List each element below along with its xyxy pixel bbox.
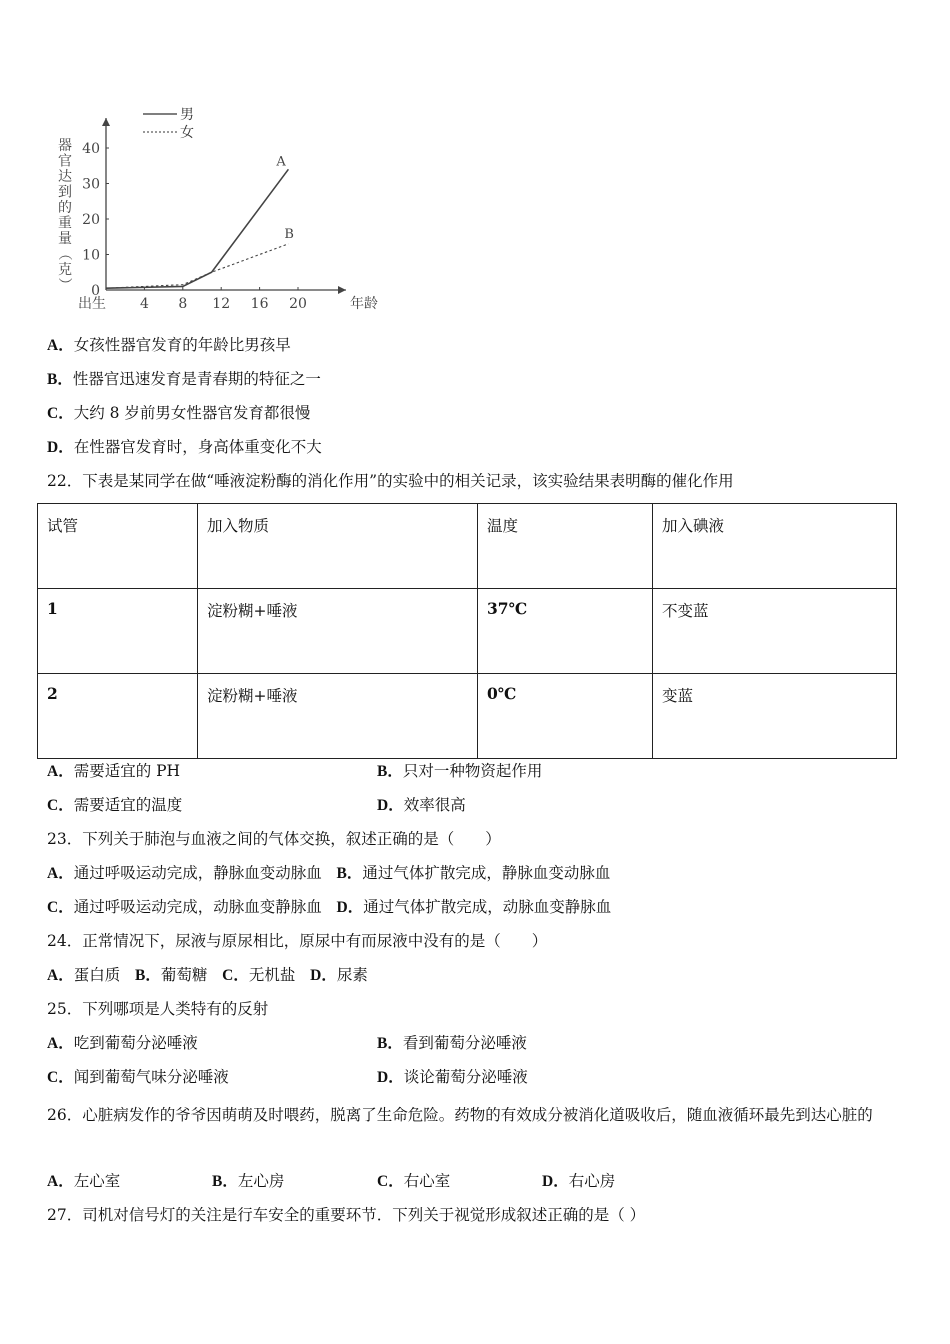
- option-text: 需要适宜的 PH: [73, 762, 181, 780]
- q21-option-c[interactable]: [47, 402, 310, 425]
- option-letter: B．: [336, 865, 363, 882]
- q25-option-c[interactable]: [47, 1066, 229, 1089]
- y-axis-label: [56, 138, 72, 292]
- x-tick-label: 4: [139, 296, 149, 312]
- q24-stem: 24．正常情况下，尿液与原尿相比，原尿中有而尿液中没有的是（ ）: [47, 932, 548, 950]
- option-letter: A．: [47, 967, 74, 984]
- q22-option-a[interactable]: [47, 760, 180, 783]
- option-text: 通过气体扩散完成，静脉血变动脉血: [362, 864, 611, 882]
- x-axis-label: 年龄: [350, 296, 378, 312]
- option-letter: B．: [377, 1035, 403, 1052]
- header-cell: 加入碘液: [653, 504, 897, 589]
- q24-option-d[interactable]: [310, 966, 368, 984]
- option-letter: C．: [47, 899, 74, 916]
- experiment-table: [37, 503, 897, 759]
- series-lines: [106, 154, 294, 288]
- q21-option-d[interactable]: [47, 436, 322, 459]
- option-text: 左心房: [237, 1172, 285, 1190]
- y-axis-label-char: 重: [58, 215, 72, 232]
- option-letter: D．: [377, 797, 404, 814]
- legend-female-label: 女: [180, 125, 194, 141]
- q24-options-row: [47, 964, 368, 987]
- y-axis-label-char: 官: [58, 153, 72, 170]
- option-text: 看到葡萄分泌唾液: [402, 1034, 527, 1052]
- q26-option-a[interactable]: [47, 1170, 120, 1193]
- q25-stem: 25．下列哪项是人类特有的反射: [47, 1000, 269, 1018]
- q24-option-c[interactable]: [222, 966, 295, 984]
- q26-option-c[interactable]: [377, 1170, 450, 1193]
- q23-option-d[interactable]: [337, 898, 612, 916]
- header-cell: 试管: [38, 504, 198, 589]
- option-letter: C．: [377, 1173, 404, 1190]
- option-letter: B．: [135, 967, 161, 984]
- table-cell: 不变蓝: [653, 589, 897, 674]
- y-tick-label: 0: [91, 283, 100, 299]
- series-label-a: A: [276, 154, 286, 170]
- option-text: 大约 8 岁前男女性器官发育都很慢: [73, 404, 311, 422]
- option-text: 无机盐: [248, 966, 296, 984]
- x-tick-label: 12: [212, 296, 231, 312]
- y-tick-label: 10: [82, 247, 100, 264]
- option-text: 需要适宜的温度: [73, 796, 183, 814]
- q22-option-d[interactable]: [377, 794, 466, 817]
- option-letter: D．: [310, 967, 337, 984]
- x-tick-label: 8: [178, 296, 188, 312]
- option-text: 通过呼吸运动完成，动脉血变静脉血: [73, 898, 322, 916]
- option-letter: B．: [377, 763, 403, 780]
- table-cell: 淀粉糊+唾液: [198, 589, 478, 674]
- option-letter: B．: [212, 1173, 238, 1190]
- option-text: 闻到葡萄气味分泌唾液: [73, 1068, 229, 1086]
- option-text: 吃到葡萄分泌唾液: [73, 1034, 198, 1052]
- q24-option-a[interactable]: [47, 966, 120, 984]
- x-tick-label: 20: [289, 296, 307, 312]
- x-tick-label: 16: [250, 296, 269, 312]
- y-axis-label-char: 的: [58, 200, 72, 216]
- y-axis-label-char: 克: [58, 262, 72, 278]
- option-letter: A．: [47, 337, 74, 354]
- table-cell: 2: [38, 674, 198, 759]
- q25-option-d[interactable]: [377, 1066, 528, 1089]
- option-letter: A．: [47, 1035, 74, 1052]
- q23-option-c[interactable]: [47, 898, 322, 916]
- legend: [143, 107, 194, 141]
- option-letter: D．: [47, 439, 74, 456]
- option-letter: C．: [47, 405, 74, 422]
- y-axis-label-char: ）: [56, 277, 72, 292]
- q26-option-b[interactable]: [212, 1170, 284, 1193]
- option-letter: C．: [47, 1069, 74, 1086]
- series-label-b: B: [284, 226, 294, 242]
- header-cell: 温度: [478, 504, 653, 589]
- header-cell: 加入物质: [198, 504, 478, 589]
- option-letter: B．: [47, 371, 73, 388]
- tick-labels: [78, 141, 378, 312]
- table-cell: 淀粉糊+唾液: [198, 674, 478, 759]
- option-letter: A．: [47, 865, 74, 882]
- q23-options-row-1: [47, 862, 610, 885]
- q22-option-b[interactable]: [377, 760, 542, 783]
- x-axis-arrow: [338, 286, 346, 294]
- option-text: 只对一种物资起作用: [402, 762, 543, 780]
- q23-option-a[interactable]: [47, 864, 322, 882]
- q22-stem: 22．下表是某同学在做“唾液淀粉酶的消化作用”的实验中的相关记录，该实验结果表明酶的催化作用: [47, 472, 734, 490]
- y-tick-label: 30: [82, 176, 100, 193]
- option-letter: D．: [377, 1069, 404, 1086]
- y-axis-label-char: 器: [58, 138, 72, 154]
- y-axis-label-char: 到: [58, 184, 72, 201]
- q25-option-b[interactable]: [377, 1032, 527, 1055]
- legend-male-label: 男: [180, 107, 194, 123]
- option-text: 葡萄糖: [160, 966, 208, 984]
- q23-stem: 23．下列关于肺泡与血液之间的气体交换，叙述正确的是（ ）: [47, 830, 501, 848]
- q21-option-b[interactable]: [47, 368, 321, 391]
- organ-weight-chart: [40, 100, 380, 322]
- x-tick-label: 出生: [78, 296, 106, 312]
- q23-option-b[interactable]: [337, 864, 611, 882]
- q22-option-c[interactable]: [47, 794, 182, 817]
- option-text: 右心室: [403, 1172, 451, 1190]
- table-header-row: [38, 504, 897, 589]
- option-letter: D．: [336, 899, 364, 916]
- table-cell: 1: [38, 589, 198, 674]
- option-letter: D．: [542, 1173, 569, 1190]
- option-letter: A．: [47, 1173, 74, 1190]
- q25-option-a[interactable]: [47, 1032, 198, 1055]
- option-text: 效率很高: [403, 796, 466, 814]
- q26-option-d[interactable]: [542, 1170, 615, 1193]
- table-row: [38, 589, 897, 674]
- q27-stem: 27．司机对信号灯的关注是行车安全的重要环节．下列关于视觉形成叙述正确的是（ ）: [47, 1206, 646, 1224]
- option-text: 谈论葡萄分泌唾液: [403, 1068, 528, 1086]
- option-letter: C．: [47, 797, 74, 814]
- y-axis-arrow: [102, 118, 110, 126]
- q26-stem: 26．心脏病发作的爷爷因萌萌及时喂药，脱离了生命危险。药物的有效成分被消化道吸收后，随血液循环最先到达心脏的: [47, 1106, 873, 1124]
- series-line-a: [106, 169, 288, 288]
- option-text: 蛋白质: [73, 966, 121, 984]
- y-tick-label: 20: [82, 212, 100, 228]
- option-text: 女孩性器官发育的年龄比男孩早: [73, 336, 291, 354]
- y-axis-label-char: （: [56, 246, 72, 261]
- option-text: 尿素: [336, 966, 368, 984]
- option-text: 通过气体扩散完成，动脉血变静脉血: [363, 898, 612, 916]
- table-cell: 37℃: [478, 589, 653, 674]
- option-text: 左心室: [73, 1172, 121, 1190]
- q23-options-row-2: [47, 896, 611, 919]
- y-tick-label: 40: [82, 141, 100, 157]
- table-row: [38, 674, 897, 759]
- option-text: 通过呼吸运动完成，静脉血变动脉血: [73, 864, 322, 882]
- option-letter: A．: [47, 763, 74, 780]
- q21-option-a[interactable]: [47, 334, 291, 357]
- option-text: 性器官迅速发育是青春期的特征之一: [72, 370, 321, 388]
- q24-option-b[interactable]: [135, 966, 207, 984]
- y-axis-label-char: 量: [58, 231, 72, 247]
- series-line-b: [106, 244, 288, 288]
- table-cell: 0℃: [478, 674, 653, 759]
- option-letter: C．: [222, 967, 249, 984]
- y-axis-label-char: 达: [58, 169, 72, 185]
- option-text: 右心房: [568, 1172, 616, 1190]
- table-cell: 变蓝: [653, 674, 897, 759]
- option-text: 在性器官发育时，身高体重变化不大: [73, 438, 322, 456]
